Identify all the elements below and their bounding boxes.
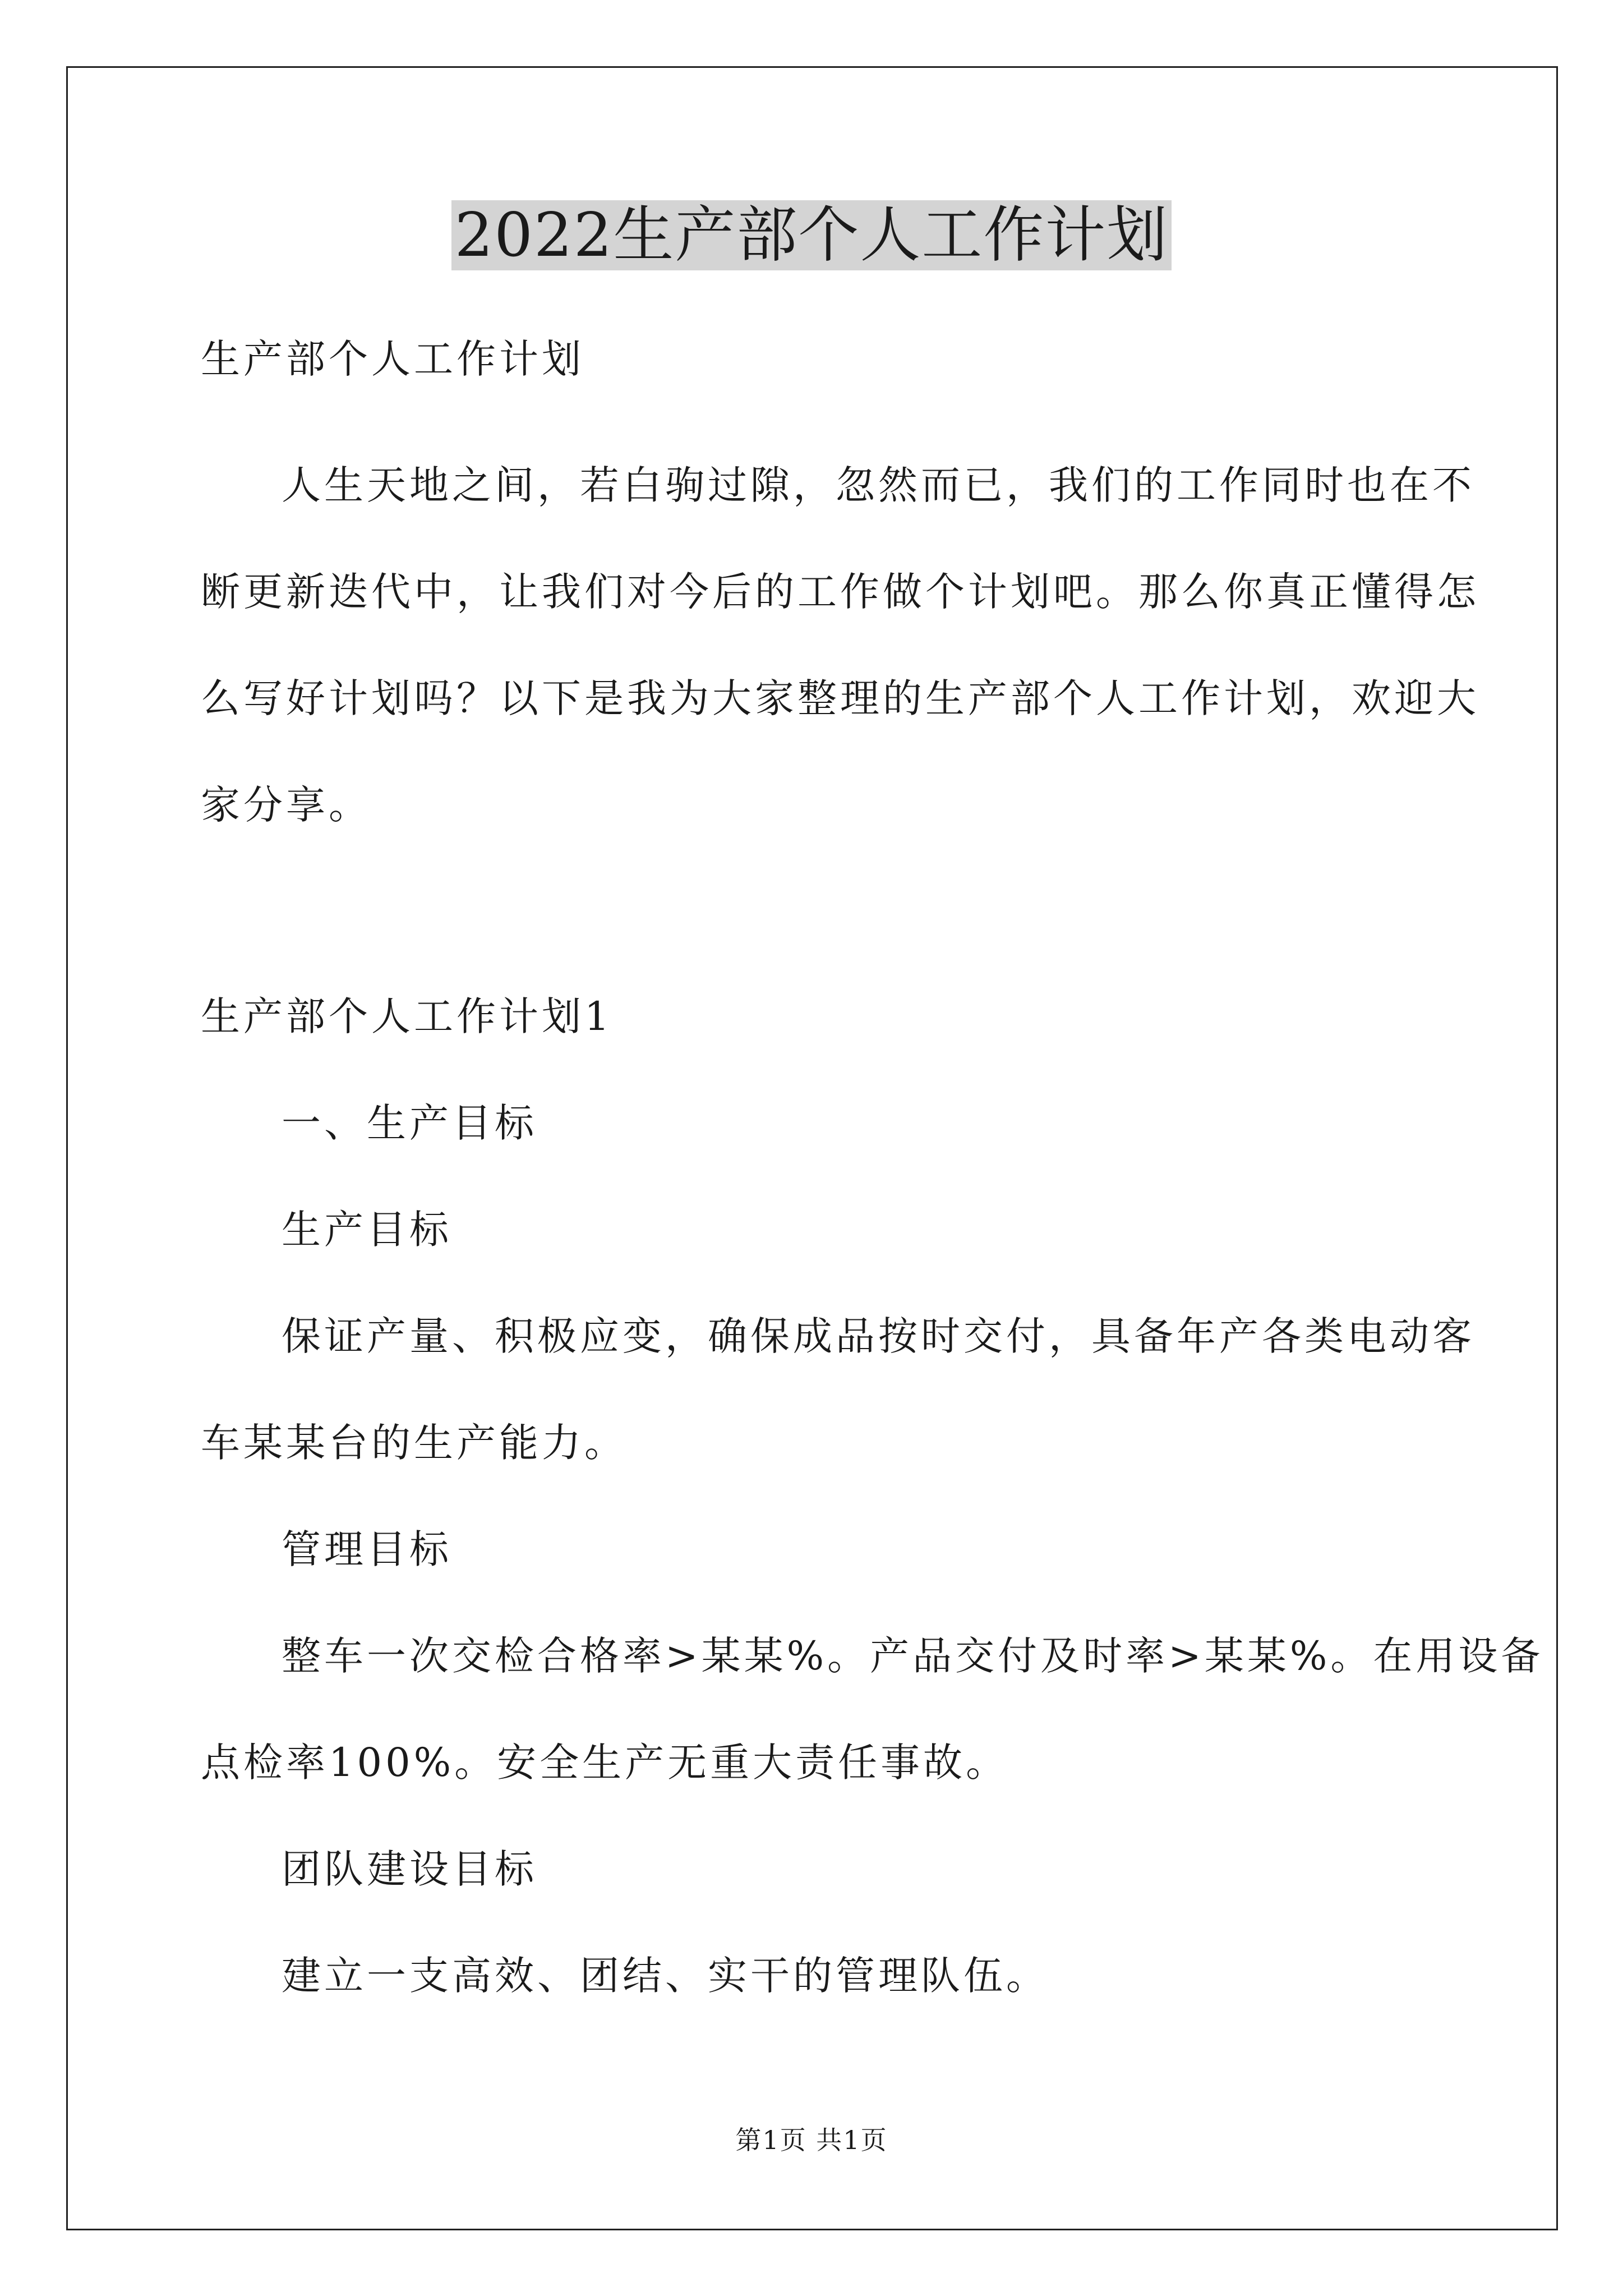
- paragraph-line: 建立一支高效、团结、实干的管理队伍。: [282, 1953, 1049, 1999]
- section-heading: 生产部个人工作计划: [201, 336, 584, 382]
- paragraph-line: 点检率100%。安全生产无重大责任事故。: [201, 1740, 1009, 1786]
- paragraph-line: 断更新迭代中，让我们对今后的工作做个计划吧。那么你真正懂得怎: [201, 569, 1479, 615]
- paragraph-line: 车某某台的生产能力。: [201, 1420, 627, 1466]
- paragraph-line: 保证产量、积极应变，确保成品按时交付，具备年产各类电动客: [282, 1313, 1475, 1359]
- paragraph-line: 么写好计划吗？以下是我为大家整理的生产部个人工作计划，欢迎大: [201, 675, 1479, 721]
- subsection-heading: 管理目标: [282, 1526, 452, 1572]
- page-footer: 第1页 共1页: [735, 2125, 888, 2155]
- subsection-heading: 团队建设目标: [282, 1846, 537, 1892]
- paragraph-line: 家分享。: [201, 782, 371, 828]
- document-title: [0, 196, 1623, 275]
- plan-heading: 生产部个人工作计划1: [201, 993, 613, 1039]
- document-title-text: 2022生产部个人工作计划: [451, 200, 1172, 270]
- subsection-heading: 一、生产目标: [282, 1100, 537, 1146]
- subsection-heading: 生产目标: [282, 1207, 452, 1253]
- paragraph-line: 人生天地之间，若白驹过隙，忽然而已，我们的工作同时也在不: [282, 462, 1475, 508]
- paragraph-line: 整车一次交检合格率>某某%。产品交付及时率>某某%。在用设备: [282, 1633, 1544, 1679]
